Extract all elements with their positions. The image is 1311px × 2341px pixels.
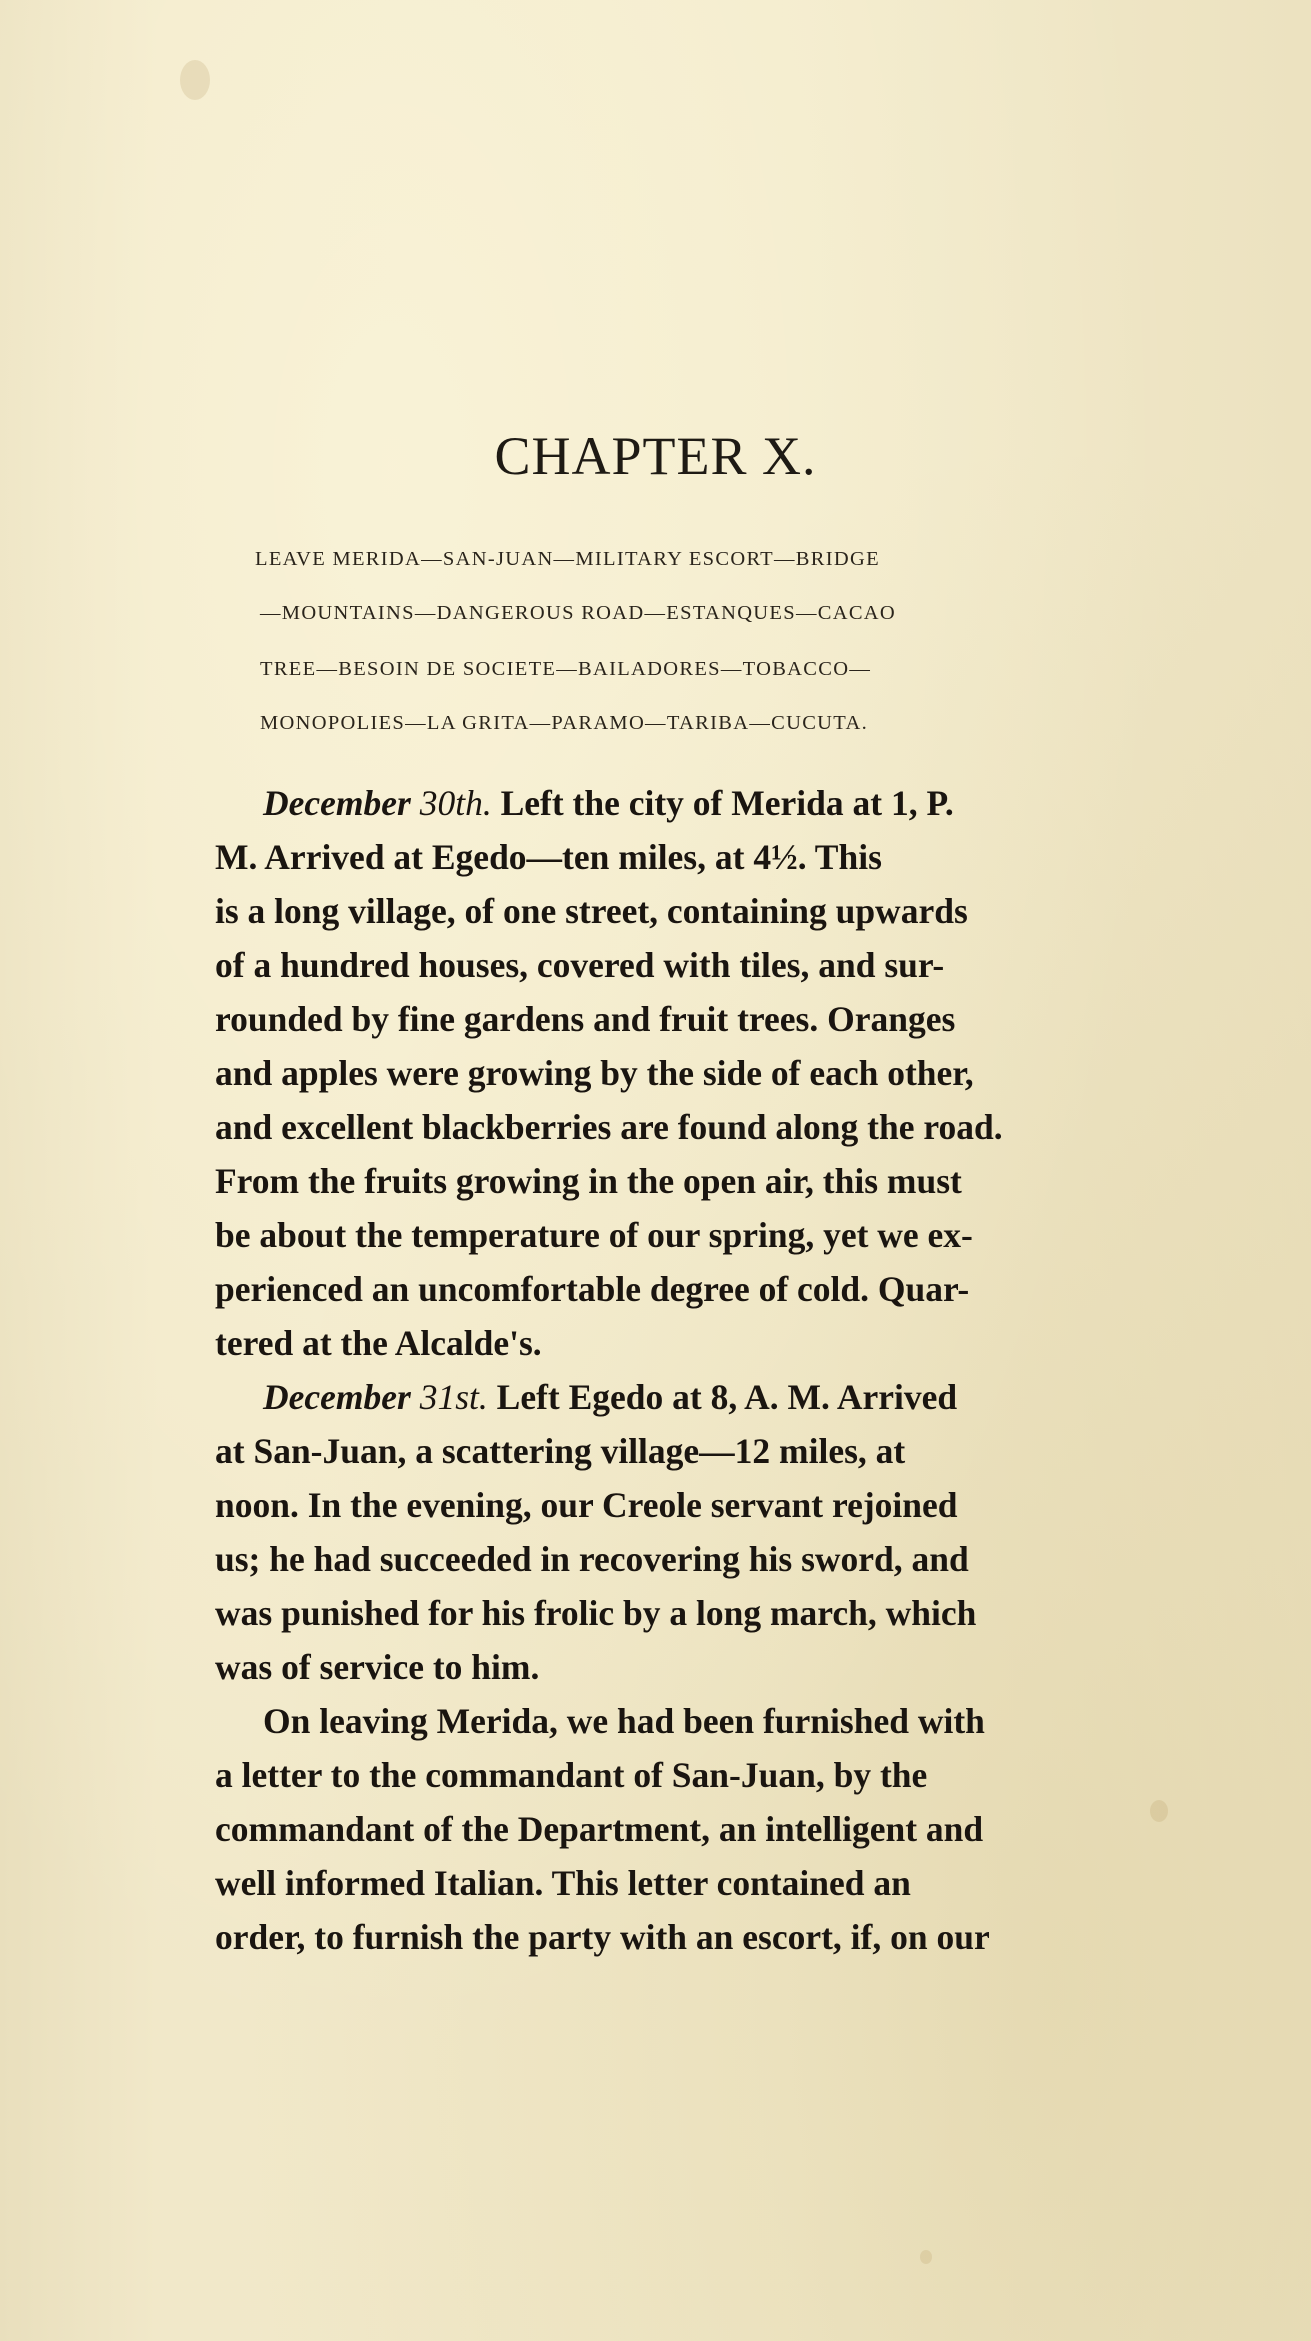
paragraph-line <box>263 1376 957 1418</box>
paragraph-line: M. Arrived at Egedo—ten miles, at 4½. This <box>215 837 882 877</box>
paragraph-text: Left Egedo at 8, A. M. Arrived <box>496 1377 958 1417</box>
synopsis-line: MONOPOLIES—LA GRITA—PARAMO—TARIBA—CUCUTA. <box>260 712 868 734</box>
paragraph-line: On leaving Merida, we had been furnished with <box>263 1701 985 1741</box>
paragraph-line: be about the temperature of our spring, yet we ex- <box>215 1215 973 1255</box>
paragraph-line: perienced an uncomfortable degree of cold. Quar- <box>215 1269 970 1309</box>
paragraph-text: Left the city of Merida at 1, P. <box>500 783 954 823</box>
chapter-title: CHAPTER X. <box>494 426 817 486</box>
paragraph-line: us; he had succeeded in recovering his sword, and <box>215 1539 969 1579</box>
paragraph-line: noon. In the evening, our Creole servant rejoined <box>215 1485 958 1525</box>
paragraph-line: order, to furnish the party with an escort, if, on our <box>215 1917 990 1957</box>
paragraph-line: and apples were growing by the side of each other, <box>215 1053 974 1093</box>
synopsis-line: LEAVE MERIDA—SAN-JUAN—MILITARY ESCORT—BRIDGE <box>255 548 880 570</box>
paragraph-line: was of service to him. <box>215 1647 540 1687</box>
paragraph-line: well informed Italian. This letter contained an <box>215 1863 911 1903</box>
paper-stain <box>180 60 210 100</box>
synopsis-line: TREE—BESOIN DE SOCIETE—BAILADORES—TOBACCO— <box>260 658 872 680</box>
paragraph-line: a letter to the commandant of San-Juan, by the <box>215 1755 928 1795</box>
entry-date: December <box>263 1377 411 1417</box>
paragraph-line: of a hundred houses, covered with tiles, and sur- <box>215 945 945 985</box>
paragraph-line: was punished for his frolic by a long march, which <box>215 1593 977 1633</box>
paragraph-line: at San-Juan, a scattering village—12 miles, at <box>215 1431 906 1471</box>
paragraph-line: From the fruits growing in the open air, this must <box>215 1161 962 1201</box>
entry-day: 31st. <box>419 1377 488 1417</box>
paper-stain <box>920 2250 932 2264</box>
paragraph-line: commandant of the Department, an intelligent and <box>215 1809 984 1849</box>
paragraph-line: rounded by fine gardens and fruit trees. Oranges <box>215 999 956 1039</box>
synopsis-line: —MOUNTAINS—DANGEROUS ROAD—ESTANQUES—CACAO <box>260 602 896 624</box>
paragraph-line: is a long village, of one street, containing upwards <box>215 891 968 931</box>
paragraph-line <box>263 782 954 824</box>
paper-stain <box>1150 1800 1168 1822</box>
entry-date: December <box>263 783 411 823</box>
paragraph-line: tered at the Alcalde's. <box>215 1323 542 1363</box>
paragraph-line: and excellent blackberries are found along the road. <box>215 1107 1003 1147</box>
entry-day: 30th. <box>419 783 492 823</box>
